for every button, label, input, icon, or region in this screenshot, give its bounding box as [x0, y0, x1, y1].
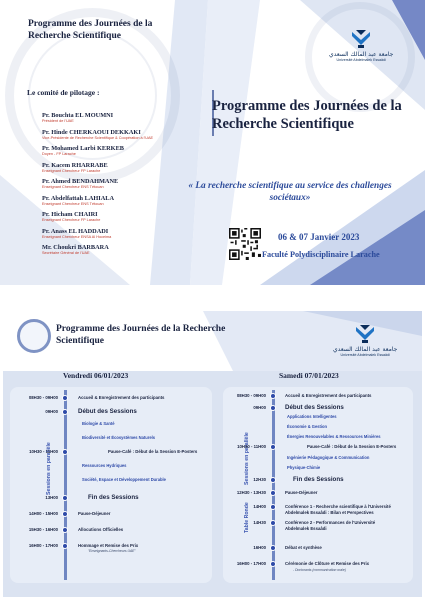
row-time: 12H30	[253, 477, 266, 482]
committee-member	[42, 145, 192, 157]
row-time: 16H00 - 17H00	[28, 543, 58, 548]
committee-member	[42, 244, 192, 256]
row-label: Allocutions Officielles	[78, 527, 124, 532]
schedule-row	[223, 405, 413, 413]
timeline-dot	[62, 409, 68, 415]
member-role: Enseignant Chercheur ENSA Al Hoceima	[42, 234, 112, 239]
university-name-latin: Université Abdelmalek Essaâdi	[336, 58, 386, 62]
row-label: Ressources Hydriques	[82, 463, 127, 468]
day-heading-friday: Vendredi 06/01/2023	[63, 371, 129, 380]
schedule-row	[223, 434, 413, 442]
committee-member	[42, 162, 192, 174]
university-name-latin: Université Abdelmalek Essaâdi	[340, 353, 390, 357]
timeline-dot	[62, 449, 68, 455]
row-label: Énergies Renouvelables & Ressources Minières	[287, 434, 381, 439]
schedule-row	[10, 549, 212, 557]
timeline-dot	[62, 527, 68, 533]
row-label: Société, Espace et Développement Durable	[82, 477, 166, 482]
parallel-sessions-label: Sessions en parallèle	[46, 442, 52, 495]
row-label: Pause-Déjeuner	[285, 490, 318, 495]
row-time: 16H00	[253, 545, 266, 550]
cover-small-title: Programme des Journées de la Recherche Scientifique	[28, 19, 153, 41]
schedule-row	[223, 444, 413, 452]
schedule-row	[223, 424, 413, 432]
member-role: Enseignant Chercheur FP Larache	[42, 168, 101, 173]
row-label: Ingénierie Pédagogique & Communication	[287, 455, 370, 460]
schedule-row	[10, 395, 212, 403]
timeline-dot	[270, 545, 276, 551]
row-label: Biodiversité et Écosystèmes Naturels	[82, 435, 156, 440]
timeline-dot	[62, 495, 68, 501]
row-time: 08H30 - 09H00	[28, 395, 58, 400]
day-heading-saturday: Samedi 07/01/2023	[279, 371, 339, 380]
schedule-row	[10, 495, 212, 503]
row-time: 13H00	[45, 495, 58, 500]
schedule-row	[223, 510, 413, 518]
round-table-label: Table Ronde	[244, 502, 250, 533]
programme-panel	[3, 311, 422, 597]
committee-heading: Le comité de pilotage :	[27, 88, 100, 97]
timeline-dot	[62, 395, 68, 401]
parallel-sessions-label: Sessions en parallèle	[244, 432, 250, 485]
row-label: "Enseignants-Chercheurs UAE"	[88, 549, 136, 553]
event-dates: 06 & 07 Janvier 2023	[278, 232, 360, 242]
row-label: Hommage et Remise des Prix	[78, 543, 139, 548]
university-logo	[329, 28, 393, 62]
member-name: Mr. Choukri BARBARA	[42, 244, 109, 251]
row-label: Abdelmalek Essaâdi	[285, 526, 327, 531]
row-label: Pause-Café : Début de la Session E-Posters	[108, 449, 198, 454]
row-label: Applications Intelligentes	[287, 414, 337, 419]
member-role: Enseignant Chercheur ENS Tétouan	[42, 185, 104, 189]
member-name: Pr. Bouchta EL MOUMNI	[42, 112, 114, 119]
schedule-row	[223, 455, 413, 463]
row-label: Fin des Sessions	[293, 476, 344, 483]
schedule-friday	[10, 387, 212, 583]
programme-title: Programme des Journées de la Recherche Scientifique	[56, 324, 226, 346]
row-time: 12H30 - 13H30	[236, 490, 266, 495]
programme-header	[3, 311, 422, 371]
timeline-dot	[270, 393, 276, 399]
row-time: 10H30 - 11H00	[29, 449, 58, 454]
row-time: 14H30	[253, 520, 266, 525]
schedule-row	[223, 490, 413, 498]
timeline-dot	[62, 511, 68, 517]
row-label: Pause-Café : Début de la Session E-Posters	[307, 444, 397, 449]
row-time: 08H30 - 09H00	[236, 393, 266, 398]
row-label: Débat et synthèse	[285, 545, 322, 550]
schedule-row	[10, 463, 212, 471]
member-role: Président de l'UAE	[42, 119, 74, 123]
cover-main-title: Programme des Journées de la Recherche Scientifique	[212, 98, 402, 132]
member-role: Enseignant Chercheur FP Larache	[42, 218, 101, 222]
row-time: 14H00 - 15H00	[28, 511, 58, 516]
row-time: 14H00	[253, 504, 266, 509]
schedule-row	[10, 421, 212, 429]
timeline-dot	[270, 477, 276, 483]
member-name: Pr. Hicham CHAIRI	[42, 211, 98, 218]
row-label: Accueil & Enregistrement des participants	[78, 395, 165, 400]
cover-panel	[0, 0, 425, 285]
row-time: 10H30 - 11H00	[237, 444, 266, 449]
seal-icon	[17, 319, 51, 353]
schedule-row	[223, 477, 413, 485]
university-logo-icon	[350, 323, 380, 345]
row-label: Pause-Déjeuner	[78, 511, 111, 516]
timeline-dot	[270, 444, 276, 450]
schedule-row	[10, 435, 212, 443]
university-name-arabic: جامعة عبد المالك السعدي	[333, 346, 398, 353]
member-name: Pr. Ahmed BENDAHMANE	[42, 178, 119, 185]
schedule-row	[223, 526, 413, 534]
qr-code-icon[interactable]	[229, 228, 261, 260]
committee-member	[42, 211, 192, 223]
schedule-row	[10, 449, 212, 457]
row-label: Accueil & Enregistrement des participants	[285, 393, 372, 398]
schedule-row	[10, 511, 212, 519]
member-name: Pr. Abdelfattah LAHIALA	[42, 194, 115, 202]
row-label: Début des Sessions	[78, 408, 137, 415]
row-label: Physique-Chimie	[287, 465, 321, 470]
schedule-row	[223, 568, 413, 576]
row-time: 09H00	[45, 409, 58, 414]
member-name: Pr. Mohamed Larbi KERKEB	[42, 145, 124, 152]
row-label: Abdelmalek Essaâdi : Bilan et Perspectives	[285, 510, 374, 515]
row-label: Biologie & Santé	[82, 421, 115, 426]
university-logo	[333, 323, 397, 357]
university-logo-icon	[346, 28, 376, 50]
member-name: Pr. Anass EL HADDADI	[42, 227, 109, 235]
committee-member	[42, 228, 192, 240]
row-label: Économie & Gestion	[287, 424, 328, 429]
row-label: Début des Sessions	[285, 404, 344, 411]
event-venue: Faculté Polydisciplinaire Larache	[262, 250, 380, 259]
row-label: Fin des Sessions	[88, 494, 139, 501]
schedule-row	[10, 477, 212, 485]
member-name: Pr. Hinde CHERKAOUI DEKKAKI	[42, 128, 141, 136]
committee-member	[42, 112, 192, 124]
row-time: 16H00 - 17H00	[236, 561, 266, 566]
schedule-row	[223, 545, 413, 553]
row-time: 15H30 - 16H00	[28, 527, 58, 532]
timeline-dot	[270, 561, 276, 567]
row-label: Conférence 1 - Recherche scientifique à l'Université	[285, 504, 391, 509]
timeline-dot	[270, 490, 276, 496]
row-label: Conférence 2 - Performances de l'Université	[285, 520, 376, 525]
member-name: Pr. Kacem RHARRABE	[42, 161, 108, 169]
member-role: Secrétaire Général de l'UAE	[42, 251, 90, 255]
member-role: Enseignant Chercheur ENS Tétouan	[42, 201, 104, 206]
schedule-row	[10, 409, 212, 417]
member-role: Doyen - FP Larache	[42, 152, 76, 156]
committee-member	[42, 129, 192, 141]
university-name-arabic: جامعة عبد المالك السعدي	[329, 51, 394, 58]
row-label: - Doctorants (communication orale)	[293, 568, 346, 572]
event-slogan: « La recherche scientifique au service des challenges sociétaux»	[188, 181, 392, 203]
timeline-dot	[270, 405, 276, 411]
row-time: 09H00	[253, 405, 266, 410]
member-role: Vice-Présidente de Recherche Scientifique & Coopération à l'UAE	[42, 135, 154, 140]
schedule-row	[223, 393, 413, 401]
schedule-saturday	[223, 387, 413, 583]
schedule-row	[223, 465, 413, 473]
schedule-row	[10, 527, 212, 535]
row-label: Cérémonie de Clôture et Remise des Prix	[285, 561, 370, 566]
schedule-row	[223, 414, 413, 422]
